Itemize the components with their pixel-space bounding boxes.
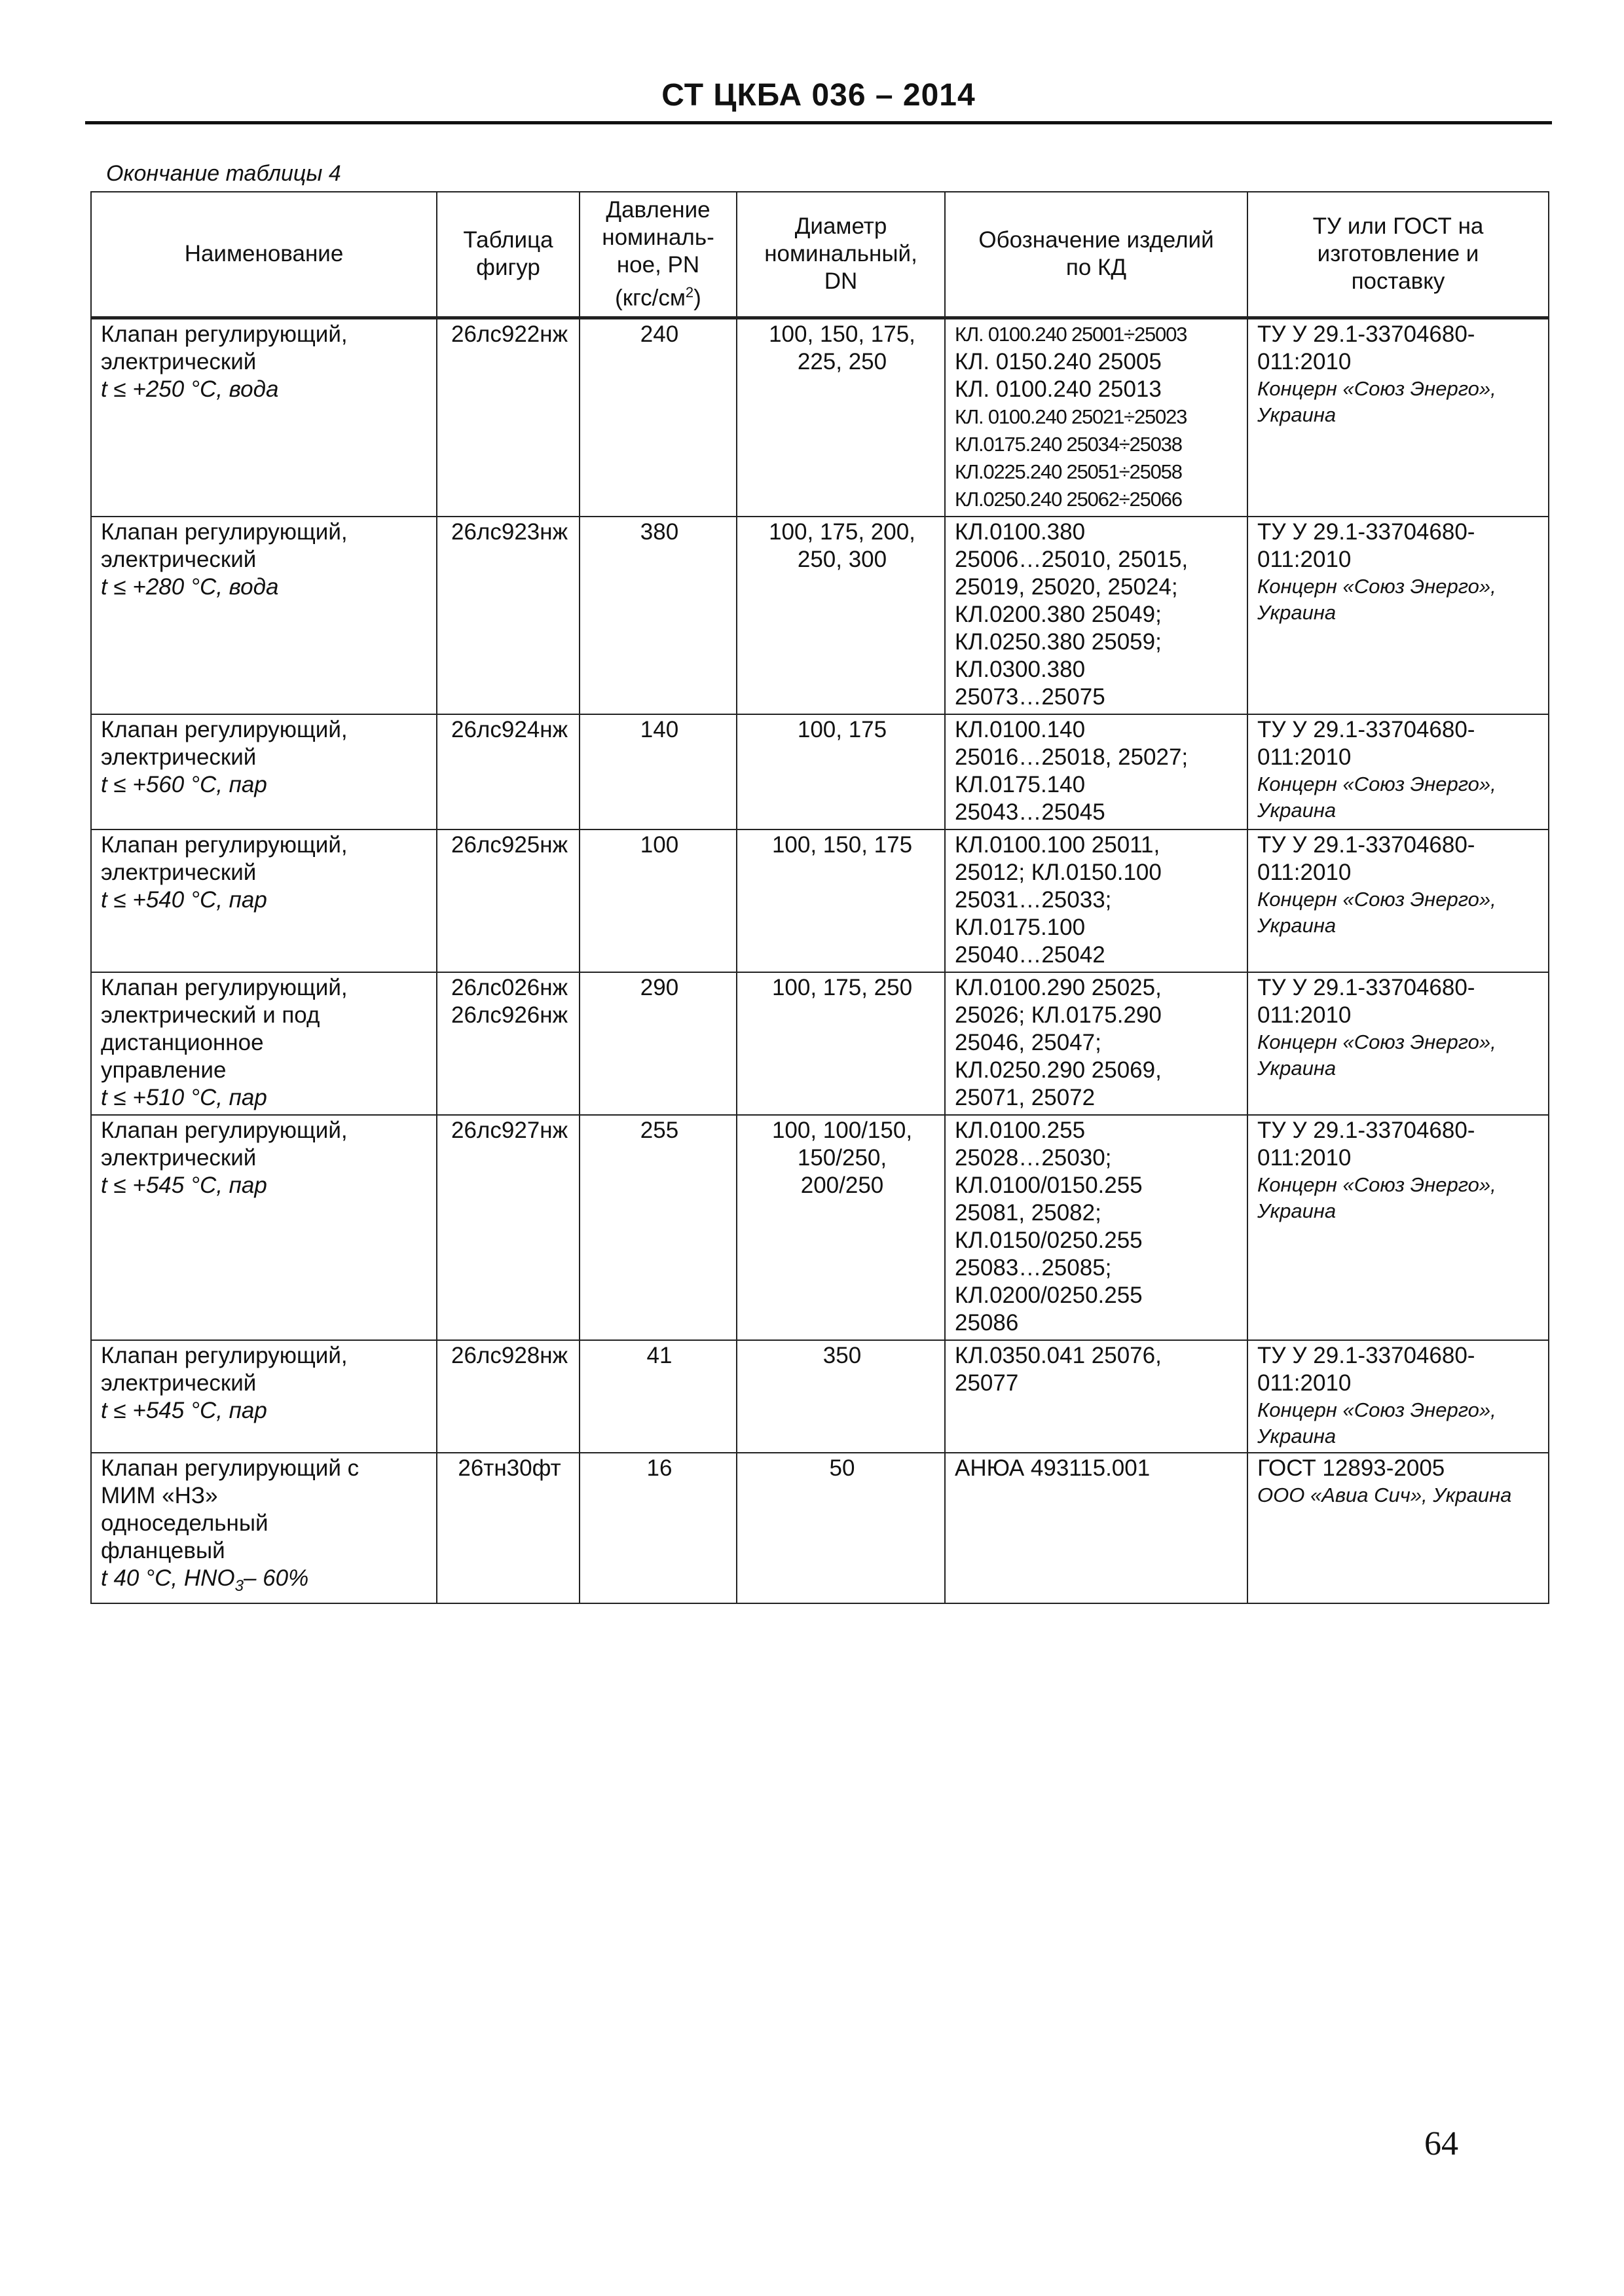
cell-name	[91, 318, 437, 517]
kd-line: КЛ.0175.240 25034÷25038	[955, 432, 1182, 456]
cell-standard	[1247, 972, 1549, 1115]
tu-line: ТУ У 29.1-33704680-	[1257, 1117, 1475, 1143]
kd-line: 25012; КЛ.0150.100	[955, 859, 1162, 885]
cell-standard	[1247, 1115, 1549, 1340]
cell-name	[91, 517, 437, 714]
kd-line: 25028…25030;	[955, 1144, 1112, 1171]
operating-condition: t ≤ +280 °С, вода	[101, 574, 279, 600]
operating-condition: t ≤ +560 °С, пар	[101, 771, 267, 797]
tu-line: 011:2010	[1257, 1370, 1352, 1396]
kd-line: КЛ.0250.290 25069,	[955, 1057, 1162, 1083]
figure-code: 26лс026нж	[451, 974, 568, 1000]
figure-code: 26лс924нж	[451, 716, 568, 742]
manufacturer: Концерн «Союз Энерго»,	[1257, 376, 1496, 400]
cell-designation	[945, 972, 1247, 1115]
name-line: электрический	[101, 859, 257, 885]
header-line: Обозначение изделий	[978, 227, 1214, 253]
name-line: Клапан регулирующий,	[101, 1342, 348, 1368]
cell-pressure: 240	[580, 318, 737, 517]
header-line: Таблица	[463, 227, 553, 253]
kd-line: 25081, 25082;	[955, 1199, 1101, 1226]
dn-line: 100, 150, 175,	[769, 321, 915, 347]
kd-line: 25019, 25020, 25024;	[955, 574, 1178, 600]
unit-end: )	[693, 285, 701, 311]
kd-line: 25083…25085;	[955, 1254, 1112, 1281]
header-row	[91, 192, 1549, 318]
cell-designation	[945, 318, 1247, 517]
kd-line: КЛ.0150/0250.255	[955, 1227, 1143, 1253]
operating-condition: t ≤ +545 °С, пар	[101, 1172, 267, 1198]
tu-line: ТУ У 29.1-33704680-	[1257, 716, 1475, 742]
operating-condition: t ≤ +540 °С, пар	[101, 886, 267, 913]
kd-line: КЛ.0175.140	[955, 771, 1086, 797]
header-line: поставку	[1351, 268, 1445, 295]
cell-standard	[1247, 318, 1549, 517]
name-line: электрический и под	[101, 1002, 320, 1028]
kd-line: КЛ.0250.380 25059;	[955, 629, 1162, 655]
kd-line: КЛ.0250.240 25062÷25066	[955, 487, 1182, 511]
kd-line: КЛ.0100.290 25025,	[955, 974, 1162, 1000]
kd-line: КЛ. 0100.240 25013	[955, 376, 1162, 402]
cell-pressure: 290	[580, 972, 737, 1115]
cell-pressure: 100	[580, 829, 737, 972]
tu-line: 011:2010	[1257, 1002, 1352, 1028]
kd-line: КЛ.0100.380	[955, 519, 1086, 545]
cell-name	[91, 829, 437, 972]
figure-code: 26лс922нж	[451, 321, 568, 347]
table-caption: Окончание таблицы 4	[106, 161, 341, 186]
tu-line: ТУ У 29.1-33704680-	[1257, 1342, 1475, 1368]
kd-line: 25016…25018, 25027;	[955, 744, 1189, 770]
dn-line: 100, 175	[797, 716, 887, 742]
kd-line: АНЮА 493115.001	[955, 1455, 1151, 1481]
cell-standard	[1247, 1340, 1549, 1453]
condition-tail: – 60%	[243, 1565, 309, 1591]
cell-diameter	[737, 972, 945, 1115]
cell-designation	[945, 517, 1247, 714]
tu-line: ГОСТ 12893-2005	[1257, 1455, 1445, 1481]
dn-line: 225, 250	[797, 348, 887, 374]
kd-line: 25043…25045	[955, 799, 1105, 825]
kd-line: КЛ.0225.240 25051÷25058	[955, 460, 1182, 483]
cell-designation	[945, 1453, 1247, 1603]
valve-table	[90, 191, 1549, 1604]
header-line: Наименование	[184, 241, 344, 267]
kd-line: КЛ. 0150.240 25005	[955, 348, 1162, 374]
header-line: изготовление и	[1317, 241, 1479, 267]
manufacturer: Концерн «Союз Энерго»,	[1257, 574, 1496, 598]
cell-designation	[945, 829, 1247, 972]
tu-line: 011:2010	[1257, 744, 1352, 770]
header-line: номиналь-	[602, 225, 714, 250]
table-row	[91, 829, 1549, 972]
header-line: фигур	[476, 255, 540, 281]
table-header	[91, 192, 1549, 318]
name-line: Клапан регулирующий,	[101, 716, 348, 742]
cell-pressure: 255	[580, 1115, 737, 1340]
figure-code: 26тн30фт	[458, 1455, 561, 1481]
name-line: электрический	[101, 1370, 257, 1396]
table-row	[91, 1115, 1549, 1340]
kd-line: КЛ. 0100.240 25001÷25003	[955, 322, 1187, 346]
col-header-diameter	[737, 192, 945, 318]
figure-code: 26лс928нж	[451, 1342, 568, 1368]
dn-line: 100, 100/150,	[771, 1117, 913, 1143]
kd-line: КЛ.0175.100	[955, 914, 1086, 940]
kd-line: 25077	[955, 1370, 1019, 1396]
tu-line: 011:2010	[1257, 859, 1352, 885]
name-line: Клапан регулирующий,	[101, 831, 348, 858]
figure-code: 26лс927нж	[451, 1117, 568, 1143]
table-row	[91, 1340, 1549, 1453]
tu-line: ТУ У 29.1-33704680-	[1257, 831, 1475, 858]
name-line: дистанционное	[101, 1029, 264, 1055]
kd-line: 25031…25033;	[955, 886, 1112, 913]
kd-line: КЛ.0100/0150.255	[955, 1172, 1143, 1198]
cell-figure	[437, 829, 580, 972]
header-line: Давление	[606, 197, 710, 223]
col-header-name	[91, 192, 437, 318]
operating-condition: t ≤ +250 °С, вода	[101, 376, 279, 402]
kd-line: КЛ.0100.140	[955, 716, 1086, 742]
page-number: 64	[1424, 2125, 1458, 2162]
name-line: Клапан регулирующий,	[101, 321, 348, 347]
name-line: электрический	[101, 546, 257, 572]
manufacturer: Концерн «Союз Энерго»,	[1257, 1173, 1496, 1196]
name-line: электрический	[101, 348, 257, 374]
kd-line: 25071, 25072	[955, 1084, 1096, 1110]
name-line: управление	[101, 1057, 227, 1083]
condition-subscript: 3	[234, 1576, 244, 1595]
tu-line: 011:2010	[1257, 1144, 1352, 1171]
manufacturer: Украина	[1257, 1199, 1337, 1222]
cell-standard	[1247, 714, 1549, 829]
cell-name	[91, 1453, 437, 1603]
header-line: DN	[824, 268, 858, 295]
name-line: электрический	[101, 744, 257, 770]
tu-line: ТУ У 29.1-33704680-	[1257, 974, 1475, 1000]
name-line: электрический	[101, 1144, 257, 1171]
cell-figure	[437, 714, 580, 829]
cell-standard	[1247, 829, 1549, 972]
col-header-pressure	[580, 192, 737, 318]
name-line: Клапан регулирующий,	[101, 974, 348, 1000]
table-row	[91, 318, 1549, 517]
cell-pressure: 41	[580, 1340, 737, 1453]
kd-line: КЛ.0100.100 25011,	[955, 831, 1160, 858]
cell-name	[91, 972, 437, 1115]
kd-line: КЛ.0300.380	[955, 656, 1086, 682]
cell-diameter	[737, 1115, 945, 1340]
figure-code: 26лс923нж	[451, 519, 568, 545]
tu-line: 011:2010	[1257, 546, 1352, 572]
unit-superscript: 2	[685, 284, 694, 301]
cell-pressure: 140	[580, 714, 737, 829]
header-line: по КД	[1065, 255, 1127, 281]
cell-name	[91, 1340, 437, 1453]
cell-name	[91, 1115, 437, 1340]
cell-figure	[437, 517, 580, 714]
cell-diameter	[737, 714, 945, 829]
cell-figure	[437, 1340, 580, 1453]
name-line: Клапан регулирующий,	[101, 1117, 348, 1143]
name-line: Клапан регулирующий,	[101, 519, 348, 545]
dn-line: 200/250	[800, 1172, 884, 1198]
cell-standard	[1247, 517, 1549, 714]
header-line: номинальный,	[764, 241, 917, 267]
table-row	[91, 972, 1549, 1115]
manufacturer: Украина	[1257, 1424, 1337, 1448]
table-row	[91, 1453, 1549, 1603]
header-rule	[85, 121, 1552, 124]
manufacturer: Концерн «Союз Энерго»,	[1257, 1030, 1496, 1053]
kd-line: 25006…25010, 25015,	[955, 546, 1189, 572]
operating-condition	[101, 1565, 430, 1600]
cell-designation	[945, 1340, 1247, 1453]
document-code: СТ ЦКБА 036 – 2014	[661, 78, 976, 113]
manufacturer: Украина	[1257, 600, 1337, 624]
name-line: Клапан регулирующий с	[101, 1455, 360, 1481]
header-line: ТУ или ГОСТ на	[1312, 213, 1484, 240]
cell-figure	[437, 318, 580, 517]
tu-line: ТУ У 29.1-33704680-	[1257, 519, 1475, 545]
cell-diameter	[737, 1453, 945, 1603]
cell-designation	[945, 714, 1247, 829]
manufacturer: Украина	[1257, 403, 1337, 426]
kd-line: 25073…25075	[955, 683, 1105, 710]
cell-figure	[437, 1453, 580, 1603]
manufacturer: Концерн «Союз Энерго»,	[1257, 1398, 1496, 1421]
figure-code: 26лс925нж	[451, 831, 568, 858]
cell-diameter	[737, 318, 945, 517]
tu-line: ТУ У 29.1-33704680-	[1257, 321, 1475, 347]
manufacturer: ООО «Авиа Сич», Украина	[1257, 1483, 1512, 1506]
pressure-unit	[585, 279, 731, 312]
kd-line: КЛ.0200.380 25049;	[955, 601, 1162, 627]
manufacturer: Украина	[1257, 798, 1337, 822]
kd-line: КЛ.0100.255	[955, 1117, 1086, 1143]
col-header-designation	[945, 192, 1247, 318]
cell-standard	[1247, 1453, 1549, 1603]
table-row	[91, 714, 1549, 829]
cell-figure	[437, 1115, 580, 1340]
kd-line: 25046, 25047;	[955, 1029, 1101, 1055]
name-line: фланцевый	[101, 1537, 225, 1563]
cell-designation	[945, 1115, 1247, 1340]
manufacturer: Украина	[1257, 1056, 1337, 1080]
name-line: односедельный	[101, 1510, 268, 1536]
condition-main: t 40 °С, HNO	[101, 1565, 235, 1591]
dn-line: 150/250,	[797, 1144, 887, 1171]
unit-base: (кгс/см	[615, 285, 686, 311]
kd-line: КЛ.0350.041 25076,	[955, 1342, 1162, 1368]
dn-line: 100, 175, 250	[771, 974, 913, 1000]
table-row	[91, 517, 1549, 714]
manufacturer: Концерн «Союз Энерго»,	[1257, 887, 1496, 911]
kd-line: 25040…25042	[955, 941, 1105, 968]
col-header-figure	[437, 192, 580, 318]
cell-pressure: 380	[580, 517, 737, 714]
dn-line: 100, 150, 175	[771, 831, 913, 858]
operating-condition: t ≤ +545 °С, пар	[101, 1397, 267, 1423]
cell-figure	[437, 972, 580, 1115]
cell-diameter	[737, 1340, 945, 1453]
kd-line: 25086	[955, 1309, 1019, 1336]
cell-name	[91, 714, 437, 829]
name-line: МИМ «НЗ»	[101, 1482, 218, 1508]
col-header-standard	[1247, 192, 1549, 318]
figure-code: 26лс926нж	[451, 1002, 568, 1028]
cell-pressure: 16	[580, 1453, 737, 1603]
kd-line: КЛ. 0100.240 25021÷25023	[955, 405, 1187, 428]
header-line: Диаметр	[794, 213, 887, 240]
manufacturer: Концерн «Союз Энерго»,	[1257, 772, 1496, 795]
kd-line: 25026; КЛ.0175.290	[955, 1002, 1162, 1028]
dn-line: 350	[822, 1342, 862, 1368]
header-line: ное, PN	[616, 252, 700, 278]
manufacturer: Украина	[1257, 913, 1337, 937]
cell-diameter	[737, 517, 945, 714]
tu-line: 011:2010	[1257, 348, 1352, 374]
dn-line: 250, 300	[797, 546, 887, 572]
operating-condition: t ≤ +510 °С, пар	[101, 1084, 267, 1110]
kd-line: КЛ.0200/0250.255	[955, 1282, 1143, 1308]
dn-line: 100, 175, 200,	[769, 519, 915, 545]
dn-line: 50	[829, 1455, 855, 1481]
cell-diameter	[737, 829, 945, 972]
